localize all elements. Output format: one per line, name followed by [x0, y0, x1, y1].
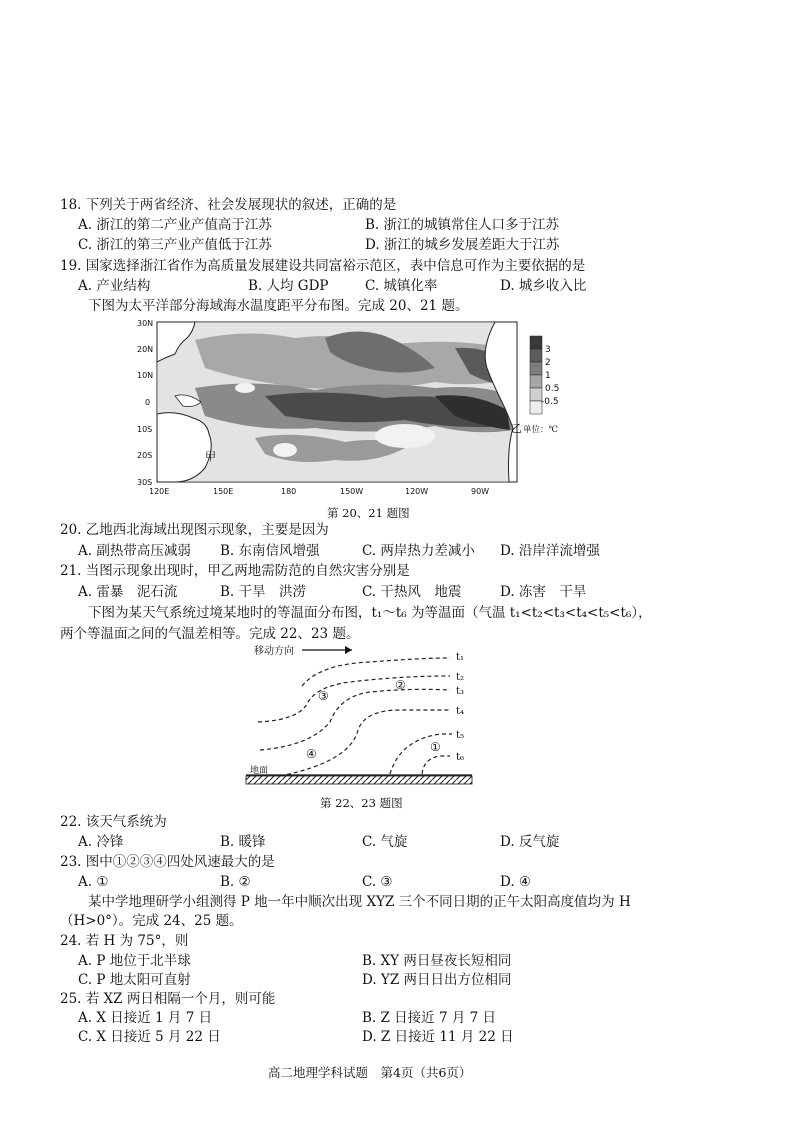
q18-option-c: C. 浙江的第三产业产值低于江苏 — [78, 237, 272, 253]
place-label-yi: 乙 — [511, 422, 522, 435]
lat-label-30s: 30S — [137, 478, 153, 487]
isotherm-t3 — [260, 689, 450, 750]
q18-stem: 18. 下列关于两省经济、社会发展现状的叙述，正确的是 — [60, 197, 397, 213]
lat-label-30n: 30N — [137, 319, 154, 328]
label-t1: t₁ — [456, 652, 465, 663]
q21-option-a: A. 雷暴 泥石流 — [78, 584, 178, 600]
q24-option-d: D. YZ 两日日出方位相同 — [362, 972, 512, 988]
point-4: ④ — [306, 747, 317, 761]
q25-option-b: B. Z 日接近 7 月 7 日 — [362, 1010, 497, 1026]
lon-label-180: 180 — [281, 487, 297, 496]
q21-option-c: C. 干热风 地震 — [362, 584, 462, 600]
q23-option-b: B. ② — [220, 874, 251, 890]
q18-option-d: D. 浙江的城乡发展差距大于江苏 — [365, 237, 560, 253]
q20-stem: 20. 乙地西北海域出现图示现象，主要是因为 — [60, 522, 329, 538]
page-footer: 高二地理学科试题 第4页（共6页） — [268, 1065, 472, 1080]
q22-option-b: B. 暖锋 — [220, 834, 266, 850]
diagram-caption: 第 22、23 题图 — [320, 796, 403, 810]
intro-24-25-line1: 某中学地理研学小组测得 P 地一年中顺次出现 XYZ 三个不同日期的正午太阳高度值均为 H — [88, 894, 631, 910]
q25-option-d: D. Z 日接近 11 月 22 日 — [362, 1029, 514, 1045]
isotherm-lines — [258, 658, 452, 776]
cool-patch — [375, 424, 435, 448]
q24-option-c: C. P 地太阳可直射 — [78, 972, 191, 988]
lon-label-150w: 150W — [340, 487, 364, 496]
label-t4: t₄ — [456, 706, 465, 717]
q22-stem: 22. 该天气系统为 — [60, 814, 167, 830]
isotherm-t1 — [302, 658, 450, 686]
lat-label-20n: 20N — [137, 345, 154, 354]
lat-label-10s: 10S — [137, 425, 153, 434]
lon-label-120w: 120W — [405, 487, 429, 496]
q20-option-a: A. 副热带高压减弱 — [78, 543, 191, 559]
label-t3: t₃ — [456, 686, 465, 697]
isotherm-diagram — [240, 642, 490, 792]
q20-option-b: B. 东南信风增强 — [220, 543, 320, 559]
ground-label: 地面 — [250, 766, 269, 776]
q21-stem: 21. 当图示现象出现时，甲乙两地需防范的自然灾害分别是 — [60, 563, 410, 579]
q22-option-a: A. 冷锋 — [78, 834, 124, 850]
q23-option-a: A. ① — [78, 874, 109, 890]
q20-option-d: D. 沿岸洋流增强 — [500, 543, 600, 559]
legend-value-3: 3 — [545, 345, 551, 355]
q21-option-b: B. 干旱 洪涝 — [220, 584, 307, 600]
lat-label-10n: 10N — [137, 371, 154, 380]
label-t5: t₅ — [456, 730, 465, 741]
q24-option-b: B. XY 两日昼夜长短相同 — [362, 953, 512, 969]
point-3: ③ — [318, 689, 329, 703]
intro-20-21: 下图为太平洋部分海域海水温度距平分布图。完成 20、21 题。 — [88, 298, 469, 314]
q19-option-b: B. 人均 GDP — [248, 278, 329, 294]
legend-unit: 单位：℃ — [523, 425, 559, 435]
map-legend — [523, 336, 559, 435]
q25-stem: 25. 若 XZ 两日相隔一个月，则可能 — [60, 991, 276, 1007]
q22-option-c: C. 气旋 — [362, 834, 408, 850]
q18-option-b: B. 浙江的城镇常住人口多于江苏 — [365, 217, 560, 233]
q18-option-a: A. 浙江的第二产业产值高于江苏 — [78, 217, 272, 233]
direction-arrow — [302, 646, 352, 654]
legend-value-1: 1 — [545, 371, 551, 381]
q23-option-d: D. ④ — [500, 874, 532, 890]
isotherm-t6 — [422, 756, 450, 774]
q25-option-c: C. X 日接近 5 月 22 日 — [78, 1029, 221, 1045]
q24-stem: 24. 若 H 为 75°，则 — [60, 933, 189, 949]
q19-stem: 19. 国家选择浙江省作为高质量发展建设共同富裕示范区，表中信息可作为主要依据的是 — [60, 258, 586, 274]
place-label-jia: 甲 — [205, 450, 216, 463]
q19-option-c: C. 城镇化率 — [365, 278, 438, 294]
label-t2: t₂ — [456, 672, 465, 683]
ground-hatch — [246, 776, 472, 784]
q19-option-d: D. 城乡收入比 — [500, 278, 587, 294]
legend-value-0-5: 0.5 — [545, 384, 560, 394]
legend-value-2: 2 — [545, 358, 551, 368]
lat-label-20s: 20S — [137, 451, 153, 460]
lon-label-150e: 150E — [213, 487, 234, 496]
sst-anomaly-map — [135, 318, 560, 503]
q23-option-c: C. ③ — [362, 874, 393, 890]
intro-22-23-line1: 下图为某天气系统过境某地时的等温面分布图，t₁～t₆ 为等温面（气温 t₁<t₂<t₃<t₄<t₅<t₆）， — [88, 605, 652, 621]
label-t6: t₆ — [456, 752, 465, 763]
q22-option-d: D. 反气旋 — [500, 834, 560, 850]
legend-value-neg-0-5: -0.5 — [541, 397, 559, 407]
lon-label-120e: 120E — [149, 487, 170, 496]
intro-24-25-line2: （H>0°）。完成 24、25 题。 — [60, 913, 243, 929]
map-caption: 第 20、21 题图 — [327, 506, 410, 520]
point-1: ① — [430, 740, 441, 754]
point-2: ② — [395, 678, 406, 692]
q19-option-a: A. 产业结构 — [78, 278, 151, 294]
direction-label: 移动方向 — [254, 646, 294, 657]
isotherm-t2 — [258, 676, 450, 722]
isotherm-t5 — [390, 734, 452, 774]
q23-stem: 23. 图中①②③④四处风速最大的是 — [60, 854, 275, 870]
lat-label-0: 0 — [145, 398, 151, 407]
lon-label-90w: 90W — [471, 487, 490, 496]
q24-option-a: A. P 地位于北半球 — [78, 953, 191, 969]
intro-22-23-line2: 两个等温面之间的气温差相等。完成 22、23 题。 — [60, 626, 360, 642]
q25-option-a: A. X 日接近 1 月 7 日 — [78, 1010, 213, 1026]
q21-option-d: D. 冻害 干旱 — [500, 584, 587, 600]
q20-option-c: C. 两岸热力差减小 — [362, 543, 475, 559]
